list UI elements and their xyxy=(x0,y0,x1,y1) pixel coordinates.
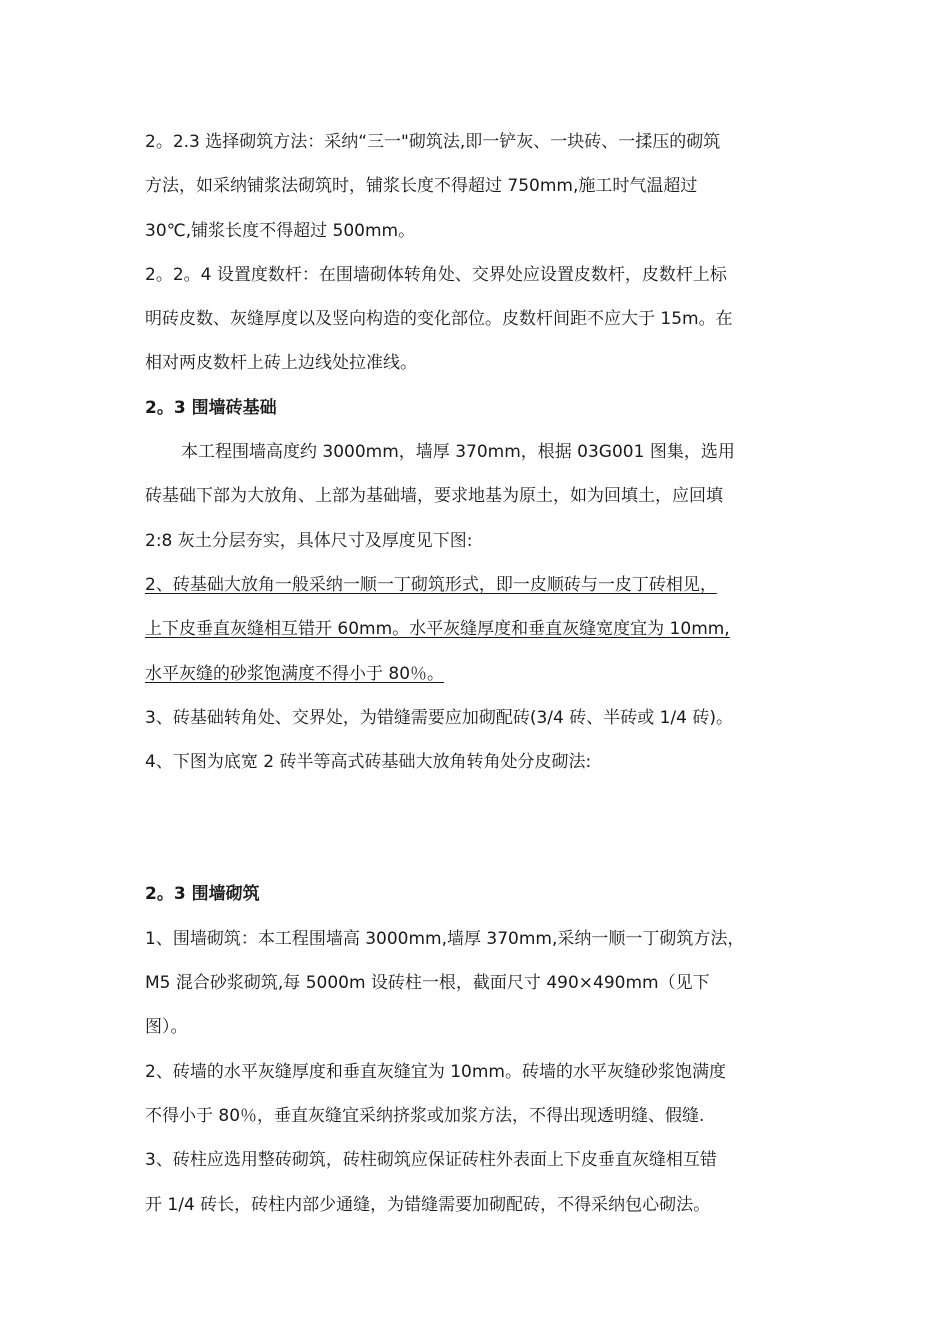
underlined-text: 水平灰缝的砂浆饱满度不得小于 80％。 xyxy=(145,663,445,684)
text-line xyxy=(145,652,810,696)
paragraph-foundation-item-2 xyxy=(145,563,810,696)
paragraph-masonry-item-2 xyxy=(145,1050,810,1139)
text-line: 2。2。4 设置度数杆：在围墙砌体转角处、交界处应设置皮数杆，皮数杆上标 xyxy=(145,264,727,285)
underlined-text: 上下皮垂直灰缝相互错开 60mm。水平灰缝厚度和垂直灰缝宽度宜为 10mm, xyxy=(145,619,730,640)
text-line: 开 1/4 砖长，砖柱内部少通缝，为错缝需要加砌配砖，不得采纳包心砌法。 xyxy=(145,1194,711,1215)
paragraph-foundation-item-4: 4、下图为底宽 2 砖半等高式砖基础大放角转角处分皮砌法: xyxy=(145,752,592,773)
text-line: 本工程围墙高度约 3000mm，墙厚 370mm，根据 03G001 图集，选用 xyxy=(181,442,735,463)
text-line: 3、砖柱应选用整砖砌筑，砖柱砌筑应保证砖柱外表面上下皮垂直灰缝相互错 xyxy=(145,1150,717,1171)
text-line: 2:8 灰土分层夯实，具体尺寸及厚度见下图: xyxy=(145,530,473,551)
heading-wall-brick-foundation: 2。3 围墙砖基础 xyxy=(145,397,277,418)
paragraph-masonry-item-3 xyxy=(145,1138,810,1227)
paragraph-masonry-item-1 xyxy=(145,917,810,1050)
text-line: M5 混合砂浆砌筑,每 5000m 设砖柱一根，截面尺寸 490×490mm（见下 xyxy=(145,973,710,994)
text-line: 不得小于 80％，垂直灰缝宜采纳挤浆或加浆方法，不得出现透明缝、假缝. xyxy=(145,1105,705,1126)
paragraph-foundation-intro xyxy=(145,430,810,563)
text-line: 图）。 xyxy=(145,1017,188,1038)
text-line: 30℃,铺浆长度不得超过 500mm。 xyxy=(145,220,416,241)
blank-space xyxy=(145,784,810,872)
text-line: 2。2.3 选择砌筑方法：采纳“三一"砌筑法,即一铲灰、一块砖、一揉压的砌筑 xyxy=(145,132,721,152)
paragraph-2-2-4 xyxy=(145,253,810,386)
text-line: 1、围墙砌筑：本工程围墙高 3000mm,墙厚 370mm,采纳一顺一丁砌筑方法， xyxy=(145,928,745,949)
text-line: 相对两皮数杆上砖上边线处拉准线。 xyxy=(145,353,417,374)
text-line: 2、砖墙的水平灰缝厚度和垂直灰缝宜为 10mm。砖墙的水平灰缝砂浆饱满度 xyxy=(145,1061,726,1082)
paragraph-foundation-item-3: 3、砖基础转角处、交界处，为错缝需要应加砌配砖(3/4 砖、半砖或 1/4 砖)。 xyxy=(145,707,734,728)
underlined-text: 2、砖基础大放角一般采纳一顺一丁砌筑形式，即一皮顺砖与一皮丁砖相见， xyxy=(145,574,717,595)
paragraph-2-2-3 xyxy=(145,120,810,253)
heading-wall-masonry: 2。3 围墙砌筑 xyxy=(145,884,260,905)
document-body xyxy=(145,120,810,1227)
text-line: 砖基础下部为大放角、上部为基础墙，要求地基为原土，如为回填土，应回填 xyxy=(145,486,723,507)
text-line: 明砖皮数、灰缝厚度以及竖向构造的变化部位。皮数杆间距不应大于 15m。在 xyxy=(145,309,733,330)
text-line xyxy=(145,563,810,607)
text-line xyxy=(145,607,810,651)
text-line: 方法，如采纳铺浆法砌筑时，铺浆长度不得超过 750mm,施工时气温超过 xyxy=(145,176,698,197)
